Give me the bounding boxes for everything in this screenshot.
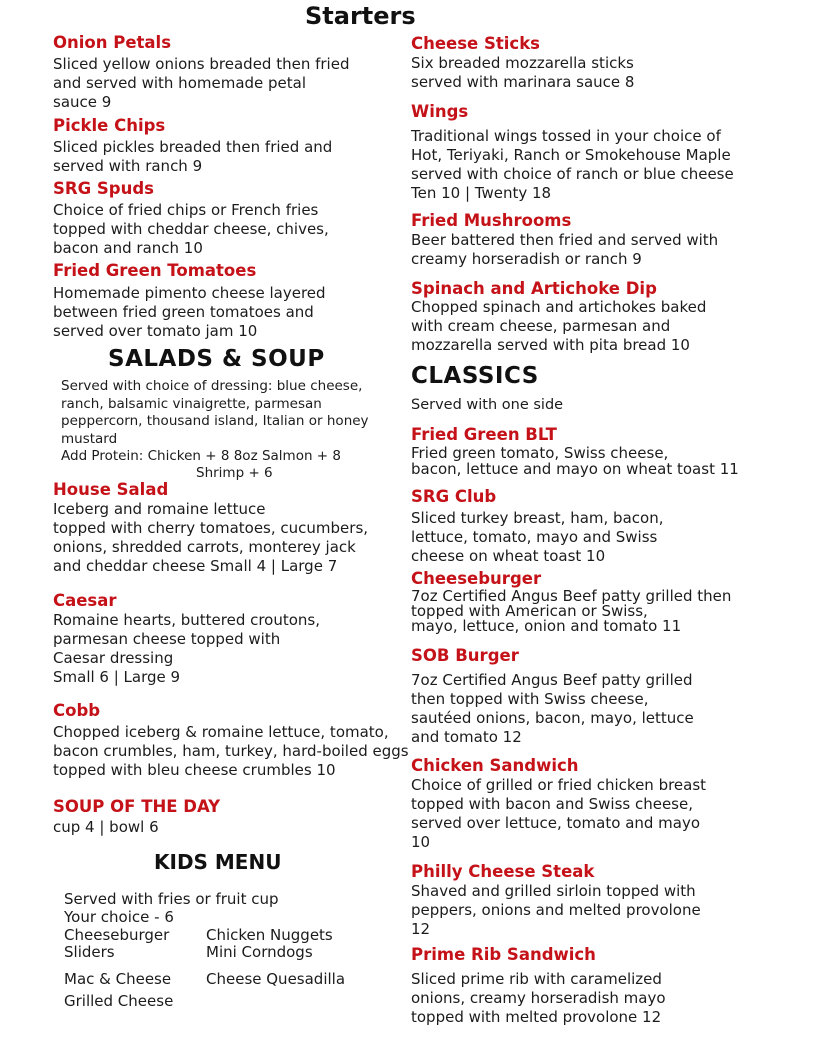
house-salad-desc: Iceberg and romaine lettuce topped with cherry tomatoes, cucumbers, onions, shredded carrots, monterey jack and cheddar cheese Small 4 | Large 7 xyxy=(53,500,369,575)
cheeseburger-name: Cheeseburger xyxy=(411,569,542,588)
fried-green-tomatoes-desc: Homemade pimento cheese layered between fried green tomatoes and served over tomato jam 10 xyxy=(53,284,326,340)
kids-item-cheeseburger: Cheeseburger xyxy=(64,926,170,944)
cheeseburger-desc: 7oz Certified Angus Beef patty grilled then topped with American or Swiss, mayo, lettuce, onion and tomato 11 xyxy=(411,587,732,635)
protein-line-2: Shrimp + 6 xyxy=(196,465,273,481)
cheese-sticks-name: Cheese Sticks xyxy=(411,34,540,53)
cheese-sticks-desc: Six breaded mozzarella sticks served with marinara sauce 8 xyxy=(411,54,635,91)
cobb-name: Cobb xyxy=(53,701,101,720)
fried-mushrooms-desc: Beer battered then fried and served with creamy horseradish or ranch 9 xyxy=(411,231,719,268)
kids-item-grilled-cheese: Grilled Cheese xyxy=(64,992,174,1010)
prime-rib-sandwich-name: Prime Rib Sandwich xyxy=(411,945,596,964)
kids-item-mac-cheese: Mac & Cheese xyxy=(64,970,172,988)
pickle-chips-name: Pickle Chips xyxy=(53,116,166,135)
srg-spuds-name: SRG Spuds xyxy=(53,179,154,198)
caesar-name: Caesar xyxy=(53,591,117,610)
kids-item-quesadilla: Cheese Quesadilla xyxy=(206,970,346,988)
cobb-desc: Chopped iceberg & romaine lettuce, tomato, bacon crumbles, ham, turkey, hard-boiled eggs topped with bleu cheese crumbles 10 xyxy=(53,723,409,779)
salads-title: SALADS & SOUP xyxy=(108,346,325,372)
kids-title: KIDS MENU xyxy=(154,850,282,874)
onion-petals-name: Onion Petals xyxy=(53,33,172,52)
house-salad-name: House Salad xyxy=(53,480,169,499)
starters-title: Starters xyxy=(305,2,416,30)
kids-item-sliders: Sliders xyxy=(64,943,115,961)
fried-green-blt-name: Fried Green BLT xyxy=(411,425,557,444)
protein-line-1: Add Protein: Chicken + 8 8oz Salmon + 8 xyxy=(61,448,341,464)
fried-green-blt-desc: Fried green tomato, Swiss cheese, bacon, lettuce and mayo on wheat toast 11 xyxy=(411,444,739,478)
srg-club-desc: Sliced turkey breast, ham, bacon, lettuce, tomato, mayo and Swiss cheese on wheat toast 10 xyxy=(411,509,664,565)
wings-desc: Traditional wings tossed in your choice of Hot, Teriyaki, Ranch or Smokehouse Maple served with choice of ranch or blue cheese Ten 10 | Twenty 18 xyxy=(411,127,734,202)
soup-of-the-day-desc: cup 4 | bowl 6 xyxy=(53,818,159,836)
onion-petals-desc: Sliced yellow onions breaded then fried and served with homemade petal sauce 9 xyxy=(53,55,350,111)
caesar-desc: Romaine hearts, buttered croutons, parmesan cheese topped with Caesar dressing Small 6 | Large 9 xyxy=(53,611,321,686)
kids-item-corndogs: Mini Corndogs xyxy=(206,943,313,961)
kids-line-2: Your choice - 6 xyxy=(64,908,174,926)
fried-green-tomatoes-name: Fried Green Tomatoes xyxy=(53,261,257,280)
sob-burger-name: SOB Burger xyxy=(411,646,519,665)
soup-of-the-day-name: SOUP OF THE DAY xyxy=(53,797,221,816)
chicken-sandwich-name: Chicken Sandwich xyxy=(411,756,579,775)
wings-name: Wings xyxy=(411,102,469,121)
dressing-note: Served with choice of dressing: blue cheese, ranch, balsamic vinaigrette, parmesan peppercorn, thousand island, Italian or honey mustard xyxy=(61,378,369,447)
fried-mushrooms-name: Fried Mushrooms xyxy=(411,211,572,230)
prime-rib-sandwich-desc: Sliced prime rib with caramelized onions, creamy horseradish mayo topped with melted provolone 12 xyxy=(411,970,666,1026)
philly-cheese-steak-desc: Shaved and grilled sirloin topped with peppers, onions and melted provolone 12 xyxy=(411,882,701,938)
spinach-dip-desc: Chopped spinach and artichokes baked with cream cheese, parmesan and mozzarella served with pita bread 10 xyxy=(411,298,707,354)
philly-cheese-steak-name: Philly Cheese Steak xyxy=(411,862,595,881)
kids-line-1: Served with fries or fruit cup xyxy=(64,890,279,908)
spinach-dip-name: Spinach and Artichoke Dip xyxy=(411,279,657,298)
classics-subtitle: Served with one side xyxy=(411,397,564,413)
chicken-sandwich-desc: Choice of grilled or fried chicken breast topped with bacon and Swiss cheese, served over lettuce, tomato and mayo 10 xyxy=(411,776,707,851)
pickle-chips-desc: Sliced pickles breaded then fried and served with ranch 9 xyxy=(53,138,333,175)
kids-item-nuggets: Chicken Nuggets xyxy=(206,926,333,944)
sob-burger-desc: 7oz Certified Angus Beef patty grilled then topped with Swiss cheese, sautéed onions, bacon, mayo, lettuce and tomato 12 xyxy=(411,671,694,746)
srg-spuds-desc: Choice of fried chips or French fries topped with cheddar cheese, chives, bacon and ranch 10 xyxy=(53,201,329,257)
srg-club-name: SRG Club xyxy=(411,487,497,506)
classics-title: CLASSICS xyxy=(411,363,539,389)
